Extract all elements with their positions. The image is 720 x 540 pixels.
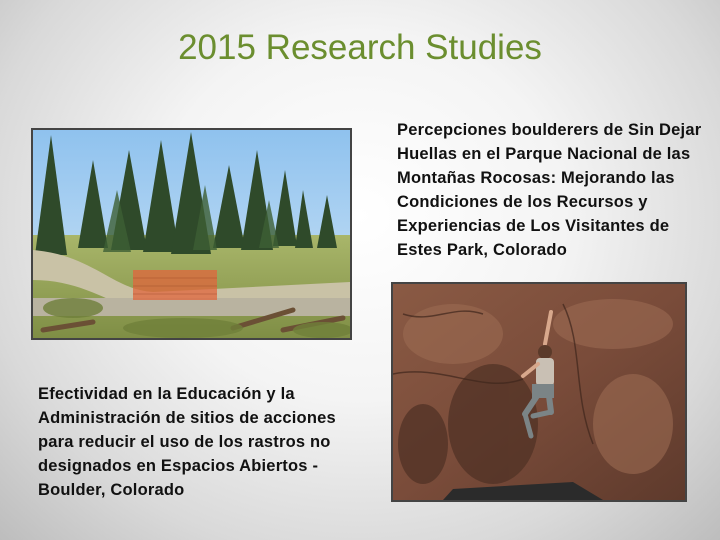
trail-photo-illustration [33,130,350,338]
trail-closure-photo [31,128,352,340]
study-left-caption: Efectividad en la Educación y la Administración de sitios de acciones para reducir el uso de los rastros no designados en Espacios Abiertos - Boulder, Colorado [38,385,336,499]
bouldering-photo-illustration [393,284,685,500]
bouldering-photo [391,282,687,502]
study-right-caption: Percepciones boulderers de Sin Dejar Huellas en el Parque Nacional de las Montañas Rocosas: Mejorando las Condiciones de los Recursos y Experiencias de Los Visitantes de Estes Park, Colorado [397,121,702,259]
slide-title: 2015 Research Studies [178,28,542,67]
